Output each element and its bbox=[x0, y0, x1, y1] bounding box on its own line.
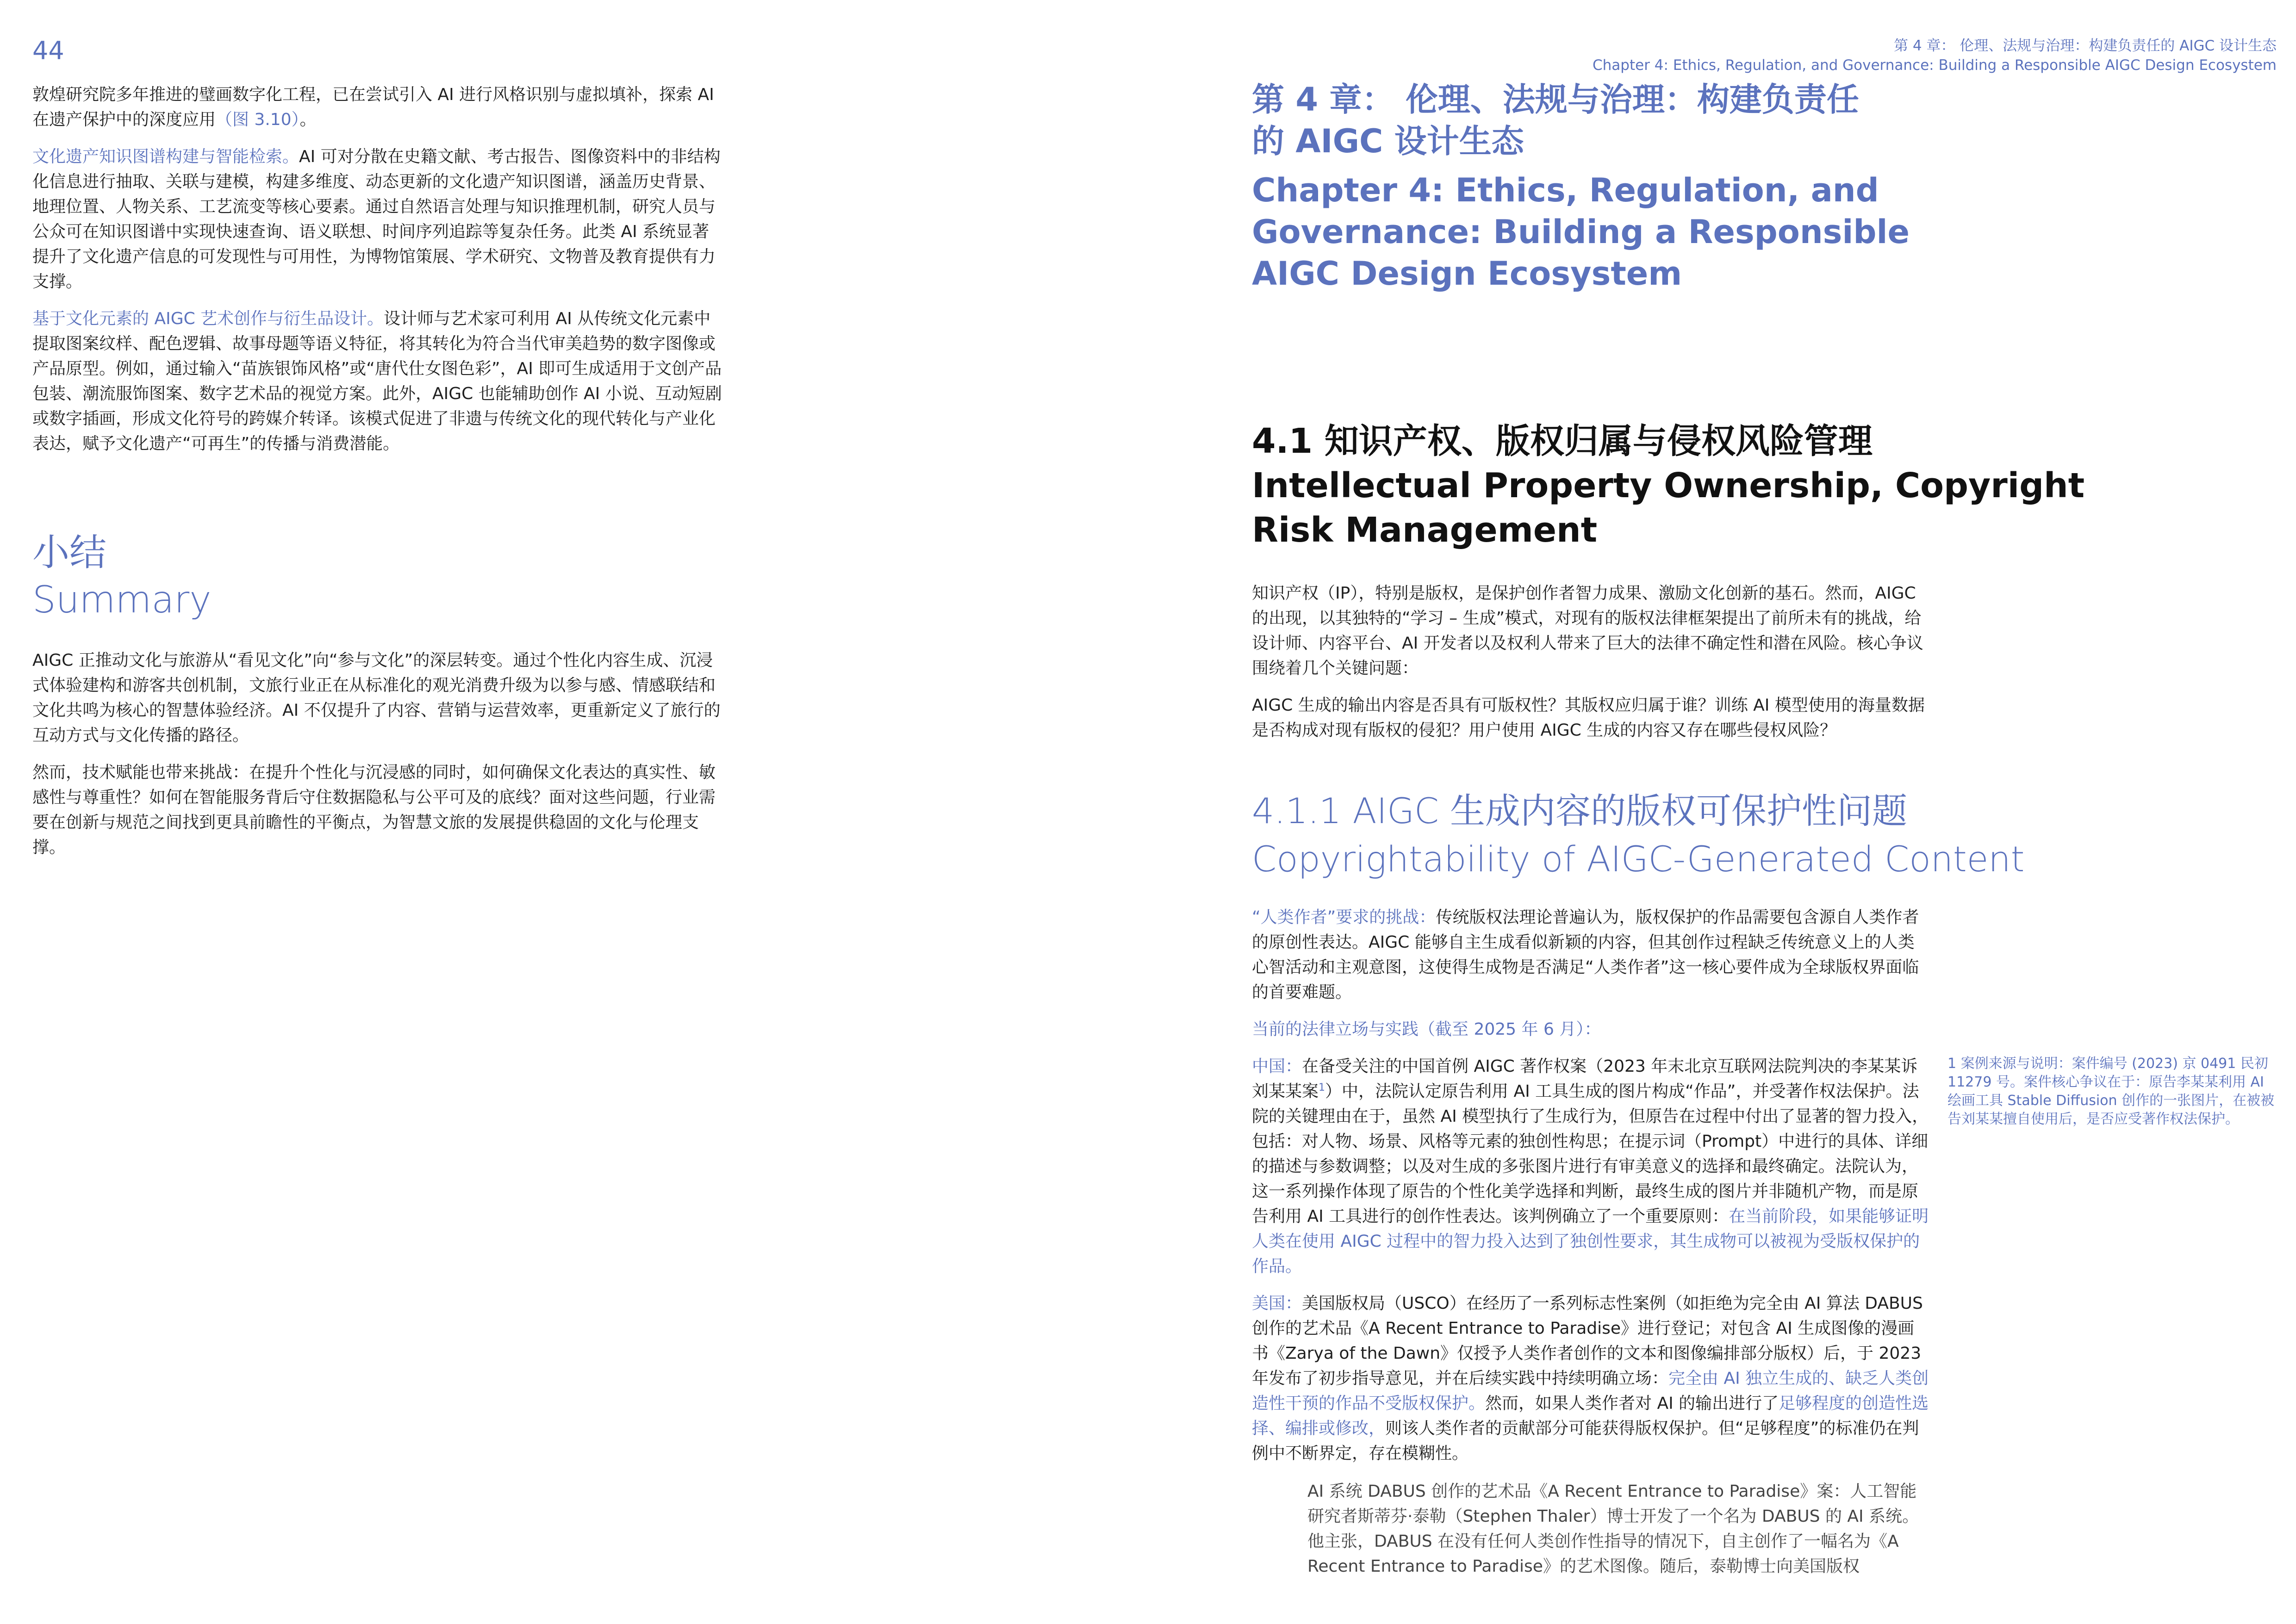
human-author-paragraph bbox=[1252, 905, 1930, 1005]
summary-heading bbox=[32, 529, 212, 624]
usa-text-c: 则该人类作者的贡献部分可能获得版权保护。但“足够程度”的标准仍在判例中不断界定，存在模糊性。 bbox=[1252, 1419, 1919, 1463]
human-author-lead: “人类作者”要求的挑战： bbox=[1252, 908, 1436, 927]
usa-text-b: 然而，如果人类作者对 AI 的输出进行了 bbox=[1485, 1394, 1779, 1413]
footnote: 1 案例来源与说明：案件编号 (2023) 京 0491 民初 11279 号。案件核心争议在于：原告李某某利用 AI 绘画工具 Stable Diffusion 创作的一张图片，在被被告刘某某擅自使用后，是否应受著作权法保护。 bbox=[1948, 1056, 2275, 1127]
summary-paragraph-1: AIGC 正推动文化与旅游从“看见文化”向“参与文化”的深层转变。通过个性化内容生成、沉浸式体验建构和游客共创机制，文旅行业正在从标准化的观光消费升级为以参与感、情感联结和文化共鸣为核心的智慧体验经济。AI 不仅提升了内容、营销与运营效率，更重新定义了旅行的互动方式与文化传播的路径。 bbox=[32, 651, 721, 745]
dabus-case-quote: AI 系统 DABUS 创作的艺术品《A Recent Entrance to Paradise》案：人工智能研究者斯蒂芬·泰勒（Stephen Thaler）博士开发了一个名为 DABUS 的 AI 系统。他主张，DABUS 在没有任何人类创作性指导的情况下，自主创作了一幅名为《A Recent Entrance to Paradise》的艺术图像。随后，泰勒博士向美国版权 bbox=[1307, 1482, 1919, 1576]
intro-paragraph bbox=[32, 82, 722, 132]
intro-tail: 。 bbox=[299, 110, 317, 129]
section-heading-zh: 4.1 知识产权、版权归属与侵权风险管理 bbox=[1252, 421, 1873, 461]
left-column-top bbox=[32, 82, 722, 468]
summary-heading-zh: 小结 bbox=[32, 531, 106, 574]
footnote-marker[interactable]: 1 bbox=[1319, 1082, 1325, 1093]
china-lead: 中国： bbox=[1252, 1057, 1302, 1076]
creation-text: 设计师与艺术家可利用 AI 从传统文化元素中提取图案纹样、配色逻辑、故事母题等语义特征，将其转化为符合当代审美趋势的数字图像或产品原型。例如，通过输入“苗族银饰风格”或“唐代仕女图色彩”，AI 即可生成适用于文创产品包装、潮流服饰图案、数字艺术品的视觉方案。此外，AIGC 也能辅助创作 AI 小说、互动短剧或数字插画，形成文化符号的跨媒介转译。该模式促进了非遗与传统文化的现代转化与产业化表达，赋予文化遗产“可再生”的传播与消费潜能。 bbox=[32, 309, 722, 453]
china-text-a: 在备受关注的中国首例 AIGC 著作权案（2023 年末北京互联网法院判决的李某某诉刘某某案 bbox=[1252, 1057, 1918, 1101]
running-header-en: Chapter 4: Ethics, Regulation, and Governance: Building a Responsible AIGC Design Ecosystem bbox=[1593, 57, 2277, 74]
section-paragraph-2: AIGC 生成的输出内容是否具有可版权性？其版权应归属于谁？训练 AI 模型使用的海量数据是否构成对现有版权的侵犯？用户使用 AIGC 生成的内容又存在哪些侵权风险？ bbox=[1252, 696, 1925, 740]
creation-lead: 基于文化元素的 AIGC 艺术创作与衍生品设计。 bbox=[32, 309, 384, 328]
china-highlight: 在当前阶段，如果能够证明人类在使用 AIGC 过程中的智力投入达到了独创性要求，其生成物可以被视为受版权保护的作品。 bbox=[1252, 1207, 1929, 1276]
page-number: 44 bbox=[32, 36, 64, 65]
subsection-heading-zh: 4.1.1 AIGC 生成内容的版权可保护性问题 bbox=[1252, 790, 1908, 831]
summary-paragraph-2: 然而，技术赋能也带来挑战：在提升个性化与沉浸感的同时，如何确保文化表达的真实性、敏感性与尊重性？如何在智能服务背后守住数据隐私与公平可及的底线？面对这些问题，行业需要在创新与规范之间找到更具前瞻性的平衡点，为智慧文旅的发展提供稳固的文化与伦理支撑。 bbox=[32, 763, 716, 857]
subsection-heading-en: Copyrightability of AIGC-Generated Content bbox=[1252, 838, 2025, 880]
usa-lead: 美国： bbox=[1252, 1294, 1302, 1313]
intro-text: 敦煌研究院多年推进的璧画数字化工程，已在尝试引入 AI 进行风格识别与虚拟填补，探索 AI 在遗产保护中的深度应用 bbox=[32, 85, 714, 129]
summary-body bbox=[32, 648, 722, 872]
chapter-title-en-line-3: AIGC Design Ecosystem bbox=[1252, 255, 1682, 293]
running-header bbox=[1593, 36, 2277, 75]
usa-highlight-1: 完全由 AI 独立生成的、缺乏人类创造性干预的作品不受版权保护。 bbox=[1252, 1369, 1929, 1413]
knowledge-graph-paragraph bbox=[32, 144, 722, 294]
usa-highlight-2: 足够程度的创造性选择、编排或修改， bbox=[1252, 1394, 1929, 1438]
chapter-title-zh-line-1: 第 4 章： 伦理、法规与治理：构建负责任 bbox=[1252, 81, 1859, 119]
human-author-text: 传统版权法理论普遍认为，版权保护的作品需要包含源自人类作者的原创性表达。AIGC 能够自主生成看似新颖的内容，但其创作过程缺乏传统意义上的人类心智活动和主观意图，这使得生成物是否满足“人类作者”这一核心要件成为全球版权界面临的首要难题。 bbox=[1252, 908, 1919, 1002]
creation-paragraph bbox=[32, 306, 722, 456]
usa-text-a: 美国版权局（USCO）在经历了一系列标志性案例（如拒绝为完全由 AI 算法 DABUS 创作的艺术品《A Recent Entrance to Paradise》进行登记；对包含 AI 生成图像的漫画书《Zarya of the Dawn》仅授予人类作者创作的文本和图像编排部分版权）后，于 2023 年发布了初步指导意见，并在后续实践中持续明确立场： bbox=[1252, 1294, 1923, 1388]
china-text-b: ）中，法院认定原告利用 AI 工具生成的图片构成“作品”，并受著作权法保护。法院的关键理由在于，虽然 AI 模型执行了生成行为，但原告在过程中付出了显著的智力投入，包括：对人物、场景、风格等元素的独创性构思；在提示词（Prompt）中进行的具体、详细的描述与参数调整；以及对生成的多张图片进行有审美意义的选择和最终确定。法院认为，这一系列操作体现了原告的个性化美学选择和判断，最终生成的图片并非随机产物，而是原告利用 AI 工具进行的创作性表达。该判例确立了一个重要原则： bbox=[1252, 1082, 1929, 1226]
summary-heading-en: Summary bbox=[32, 578, 212, 621]
chapter-title-en-line-1: Chapter 4: Ethics, Regulation, and bbox=[1252, 171, 1879, 209]
knowledge-graph-lead: 文化遗产知识图谱构建与智能检索。 bbox=[32, 147, 299, 166]
knowledge-graph-text: AI 可对分散在史籍文献、考古报告、图像资料中的非结构化信息进行抽取、关联与建模，构建多维度、动态更新的文化遗产知识图谱，涵盖历史背景、地理位置、人物关系、工艺流变等核心要素。通过自然语言处理与知识推理机制，研究人员与公众可在知识图谱中实现快速查询、语义联想、时间序列追踪等复杂任务。此类 AI 系统显著提升了文化遗产信息的可发现性与可用性，为博物馆策展、学术研究、文物普及教育提供有力支撑。 bbox=[32, 147, 721, 291]
china-paragraph bbox=[1252, 1054, 1930, 1279]
section-heading-en-line-2: Risk Management bbox=[1252, 510, 1598, 550]
chapter-title-zh-line-2: 的 AIGC 设计生态 bbox=[1252, 122, 1524, 160]
section-heading bbox=[1252, 419, 2084, 552]
figure-reference-link[interactable]: （图 3.10） bbox=[216, 110, 300, 129]
running-header-zh: 第 4 章： 伦理、法规与治理：构建负责任的 AIGC 设计生态 bbox=[1893, 37, 2277, 54]
subsection-body bbox=[1252, 905, 1930, 1478]
usa-paragraph bbox=[1252, 1291, 1930, 1466]
chapter-title bbox=[1252, 79, 1910, 294]
section-heading-en-line-1: Intellectual Property Ownership, Copyright bbox=[1252, 466, 2085, 506]
section-body bbox=[1252, 581, 1930, 755]
subsection-heading bbox=[1252, 787, 2024, 883]
chapter-title-en-line-2: Governance: Building a Responsible bbox=[1252, 213, 1910, 251]
section-paragraph-1: 知识产权（IP），特别是版权，是保护创作者智力成果、激励文化创新的基石。然而，AIGC 的出现，以其独特的“学习 – 生成”模式，对现有的版权法律框架提出了前所未有的挑战，给设计师、内容平台、AI 开发者以及权利人带来了巨大的法律不确定性和潜在风险。核心争议围绕着几个关键问题： bbox=[1252, 584, 1923, 678]
legal-stance-label: 当前的法律立场与实践（截至 2025 年 6 月）： bbox=[1252, 1020, 1601, 1039]
